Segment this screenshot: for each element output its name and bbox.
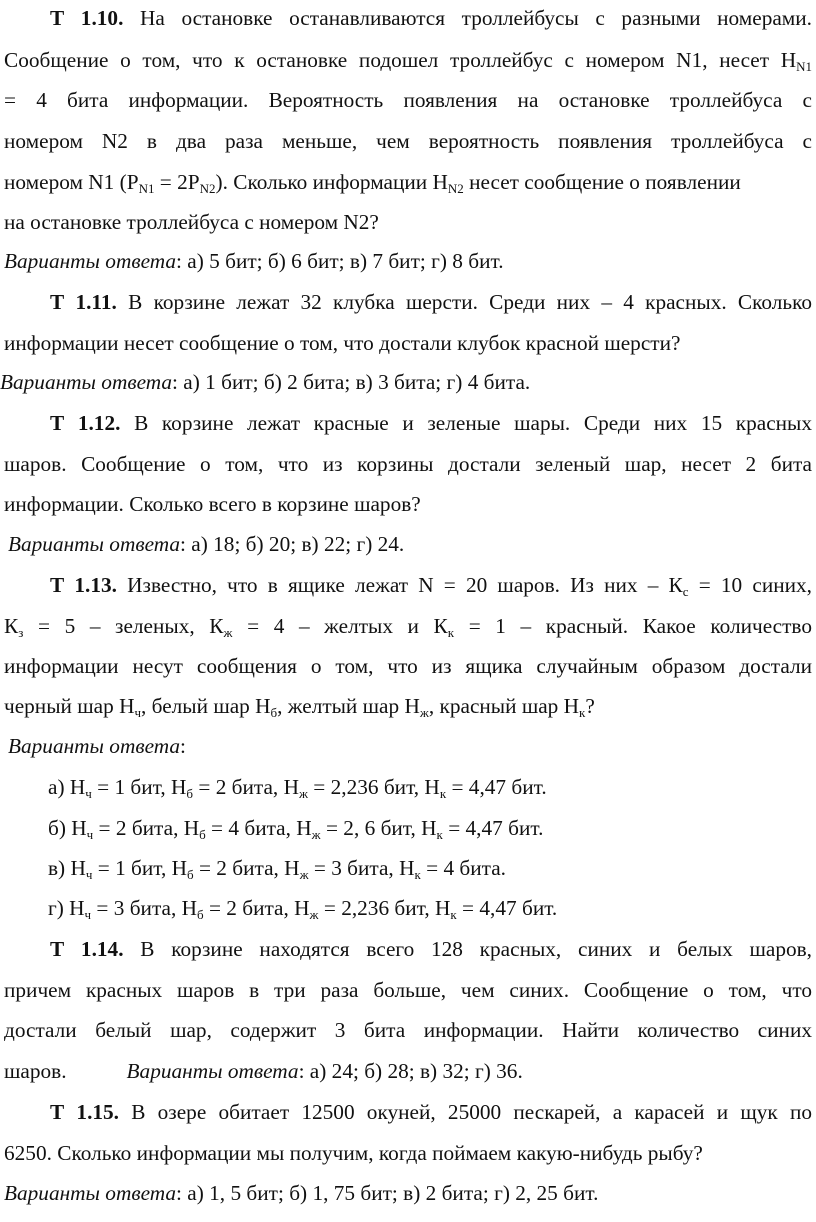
task-1-11-answers: Варианты ответа: а) 1 бит; б) 2 бита; в) 3 бита; г) 4 бита. [0,370,531,394]
task-id: Т 1.15. [50,1100,120,1124]
variants-label: Варианты ответа [8,532,181,556]
task-id: Т 1.12. [50,411,121,435]
task-1-13-option-c: в) $H_ч = 1$ бит, $H_б = 2$ бита, $H_ж = 3$ бита, $H_к = 4$ бита. [48,856,507,882]
task-id: Т 1.14. [50,937,124,961]
task-1-12-answers: Варианты ответа: а) 18; б) 20; в) 22; г) 24. [8,532,405,556]
task-1-14-line-1: Т 1.14. В корзине находятся всего 128 красных, синих и белых шаров, [50,937,812,961]
task-1-12-line-2: шаров. Сообщение о том, что из корзины достали зеленый шар, несет 2 бита [4,452,812,476]
task-1-13-line-4: черный шар $H_ч$, белый шар $H_б$, желтый шар $H_ж$, красный шар $H_к$? [4,694,595,720]
task-1-14-answers: : а) 24; б) 28; в) 32; г) 36. [298,1059,523,1083]
task-1-14-line-3: достали белый шар, содержит 3 бита информации. Найти количество синих [4,1018,812,1042]
task-1-13-line-3: информации несут сообщения о том, что из ящика случайным образом достали [4,654,812,678]
task-1-11-line-2: информации несет сообщение о том, что достали клубок красной шерсти? [4,331,681,355]
task-1-10-line-6: на остановке троллейбуса с номером N2? [4,210,379,234]
task-id: Т 1.13. [50,573,117,597]
task-1-10-line-5: номером N1 $(P_{N1} = 2P_{N2})$. Сколько информации $H_{N2}$ несет сообщение о появлении [4,170,741,196]
task-1-13-line-2: $К_з = 5$ – зеленых, $К_ж = 4$ – желтых и $К_к = 1$ – красный. Какое количество [4,614,812,640]
task-1-14-line-2: причем красных шаров в три раза больше, чем синих. Сообщение о том, что [4,978,812,1002]
variants-label: Варианты ответа [4,249,177,273]
task-1-15-answers: Варианты ответа: а) 1, 5 бит; б) 1, 75 бит; в) 2 бита; г) 2, 25 бит. [4,1181,599,1205]
task-1-15-line-1: Т 1.15. В озере обитает 12500 окуней, 25000 пескарей, а карасей и щук по [50,1100,812,1124]
task-1-10-line-1: Т 1.10. На остановке останавливаются троллейбусы с разными номерами. [50,6,813,30]
task-1-11-line-1: Т 1.11. В корзине лежат 32 клубка шерсти. Среди них – 4 красных. Сколько [50,290,813,314]
variants-label: Варианты ответа [8,734,181,758]
task-1-10-answers: Варианты ответа: а) 5 бит; б) 6 бит; в) 7 бит; г) 8 бит. [4,249,504,273]
task-1-13-option-b: б) $H_ч = 2$ бита, $H_б = 4$ бита, $H_ж = 2$, 6 бит, $H_к = 4,47$ бит. [48,816,544,842]
task-1-12-line-3: информации. Сколько всего в корзине шаров? [4,492,421,516]
task-1-12-line-1: Т 1.12. В корзине лежат красные и зеленые шары. Среди них 15 красных [50,411,813,435]
task-1-10-line-4: номером N2 в два раза меньше, чем вероятность появления троллейбуса с [4,129,812,153]
task-1-10-line-3: = 4 бита информации. Вероятность появления на остановке троллейбуса с [4,88,812,112]
task-1-13-option-a: а) $H_ч = 1$ бит, $H_б = 2$ бита, $H_ж = 2,236$ бит, $H_к = 4,47$ бит. [48,775,547,801]
task-1-13-answers: Варианты ответа: [8,734,186,758]
task-1-14-line-4: шаров. Варианты ответа: а) 24; б) 28; в) 32; г) 36. [4,1059,523,1083]
variants-label: Варианты ответа [4,1181,177,1205]
task-1-13-option-d: г) $H_ч = 3$ бита, $H_б = 2$ бита, $H_ж = 2,236$ бит, $H_к = 4,47$ бит. [48,896,558,922]
task-1-15-line-2: 6250. Сколько информации мы получим, когда поймаем какую-нибудь рыбу? [4,1141,703,1165]
variants-label: Варианты ответа [0,370,173,394]
task-1-13-line-1: Т 1.13. Известно, что в ящике лежат N = 20 шаров. Из них – $К_с = 10$ синих, [50,573,813,599]
task-1-10-line-2: Сообщение о том, что к остановке подошел троллейбус с номером N1, несет $H_{N1}$ [4,48,812,74]
variants-label: Варианты ответа [126,1059,299,1083]
task-id: Т 1.10. [50,6,124,30]
task-id: Т 1.11. [50,290,117,314]
